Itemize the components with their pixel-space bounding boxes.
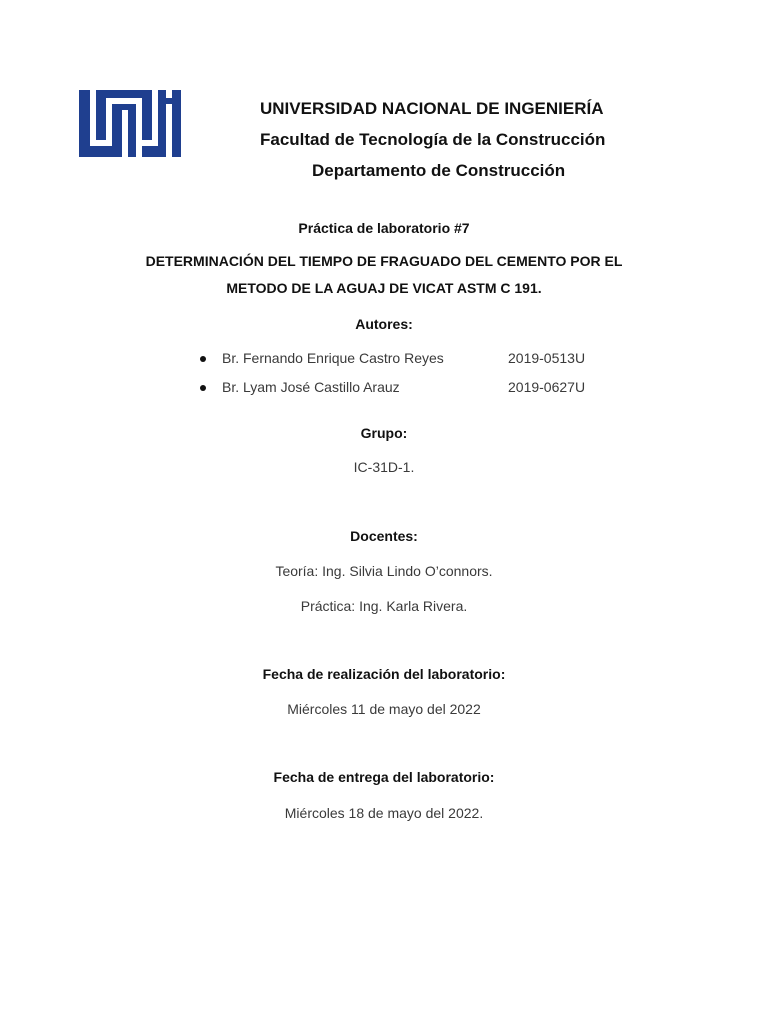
bullet-icon <box>200 356 206 362</box>
delivery-date-value: Miércoles 18 de mayo del 2022. <box>284 805 484 821</box>
uni-logo <box>79 90 181 157</box>
author-id: 2019-0627U <box>508 379 586 395</box>
teacher-practice: Práctica: Ing. Karla Rivera. <box>300 598 468 614</box>
authors-heading: Autores: <box>355 316 413 332</box>
department-name: Departamento de Construcción <box>312 161 566 180</box>
teacher-theory: Teoría: Ing. Silvia Lindo O’connors. <box>275 563 493 579</box>
author-id: 2019-0513U <box>508 350 586 366</box>
teachers-heading: Docentes: <box>350 528 418 544</box>
practice-title-line1: DETERMINACIÓN DEL TIEMPO DE FRAGUADO DEL CEMENTO POR EL <box>145 253 623 269</box>
author-list-item <box>200 350 620 370</box>
practice-title-line2: METODO DE LA AGUAJ DE VICAT ASTM C 191. <box>226 280 542 296</box>
delivery-date-heading: Fecha de entrega del laboratorio: <box>273 769 495 785</box>
author-name: Br. Lyam José Castillo Arauz <box>222 379 400 395</box>
author-list-item <box>200 379 620 399</box>
practice-label: Práctica de laboratorio #7 <box>298 220 470 236</box>
faculty-name: Facultad de Tecnología de la Construcción <box>260 130 606 149</box>
realization-date-heading: Fecha de realización del laboratorio: <box>262 666 506 682</box>
university-name: UNIVERSIDAD NACIONAL DE INGENIERÍA <box>260 99 604 118</box>
group-heading: Grupo: <box>360 425 408 441</box>
realization-date-value: Miércoles 11 de mayo del 2022 <box>287 701 481 717</box>
group-value: IC-31D-1. <box>353 459 415 475</box>
author-name: Br. Fernando Enrique Castro Reyes <box>222 350 444 366</box>
bullet-icon <box>200 385 206 391</box>
